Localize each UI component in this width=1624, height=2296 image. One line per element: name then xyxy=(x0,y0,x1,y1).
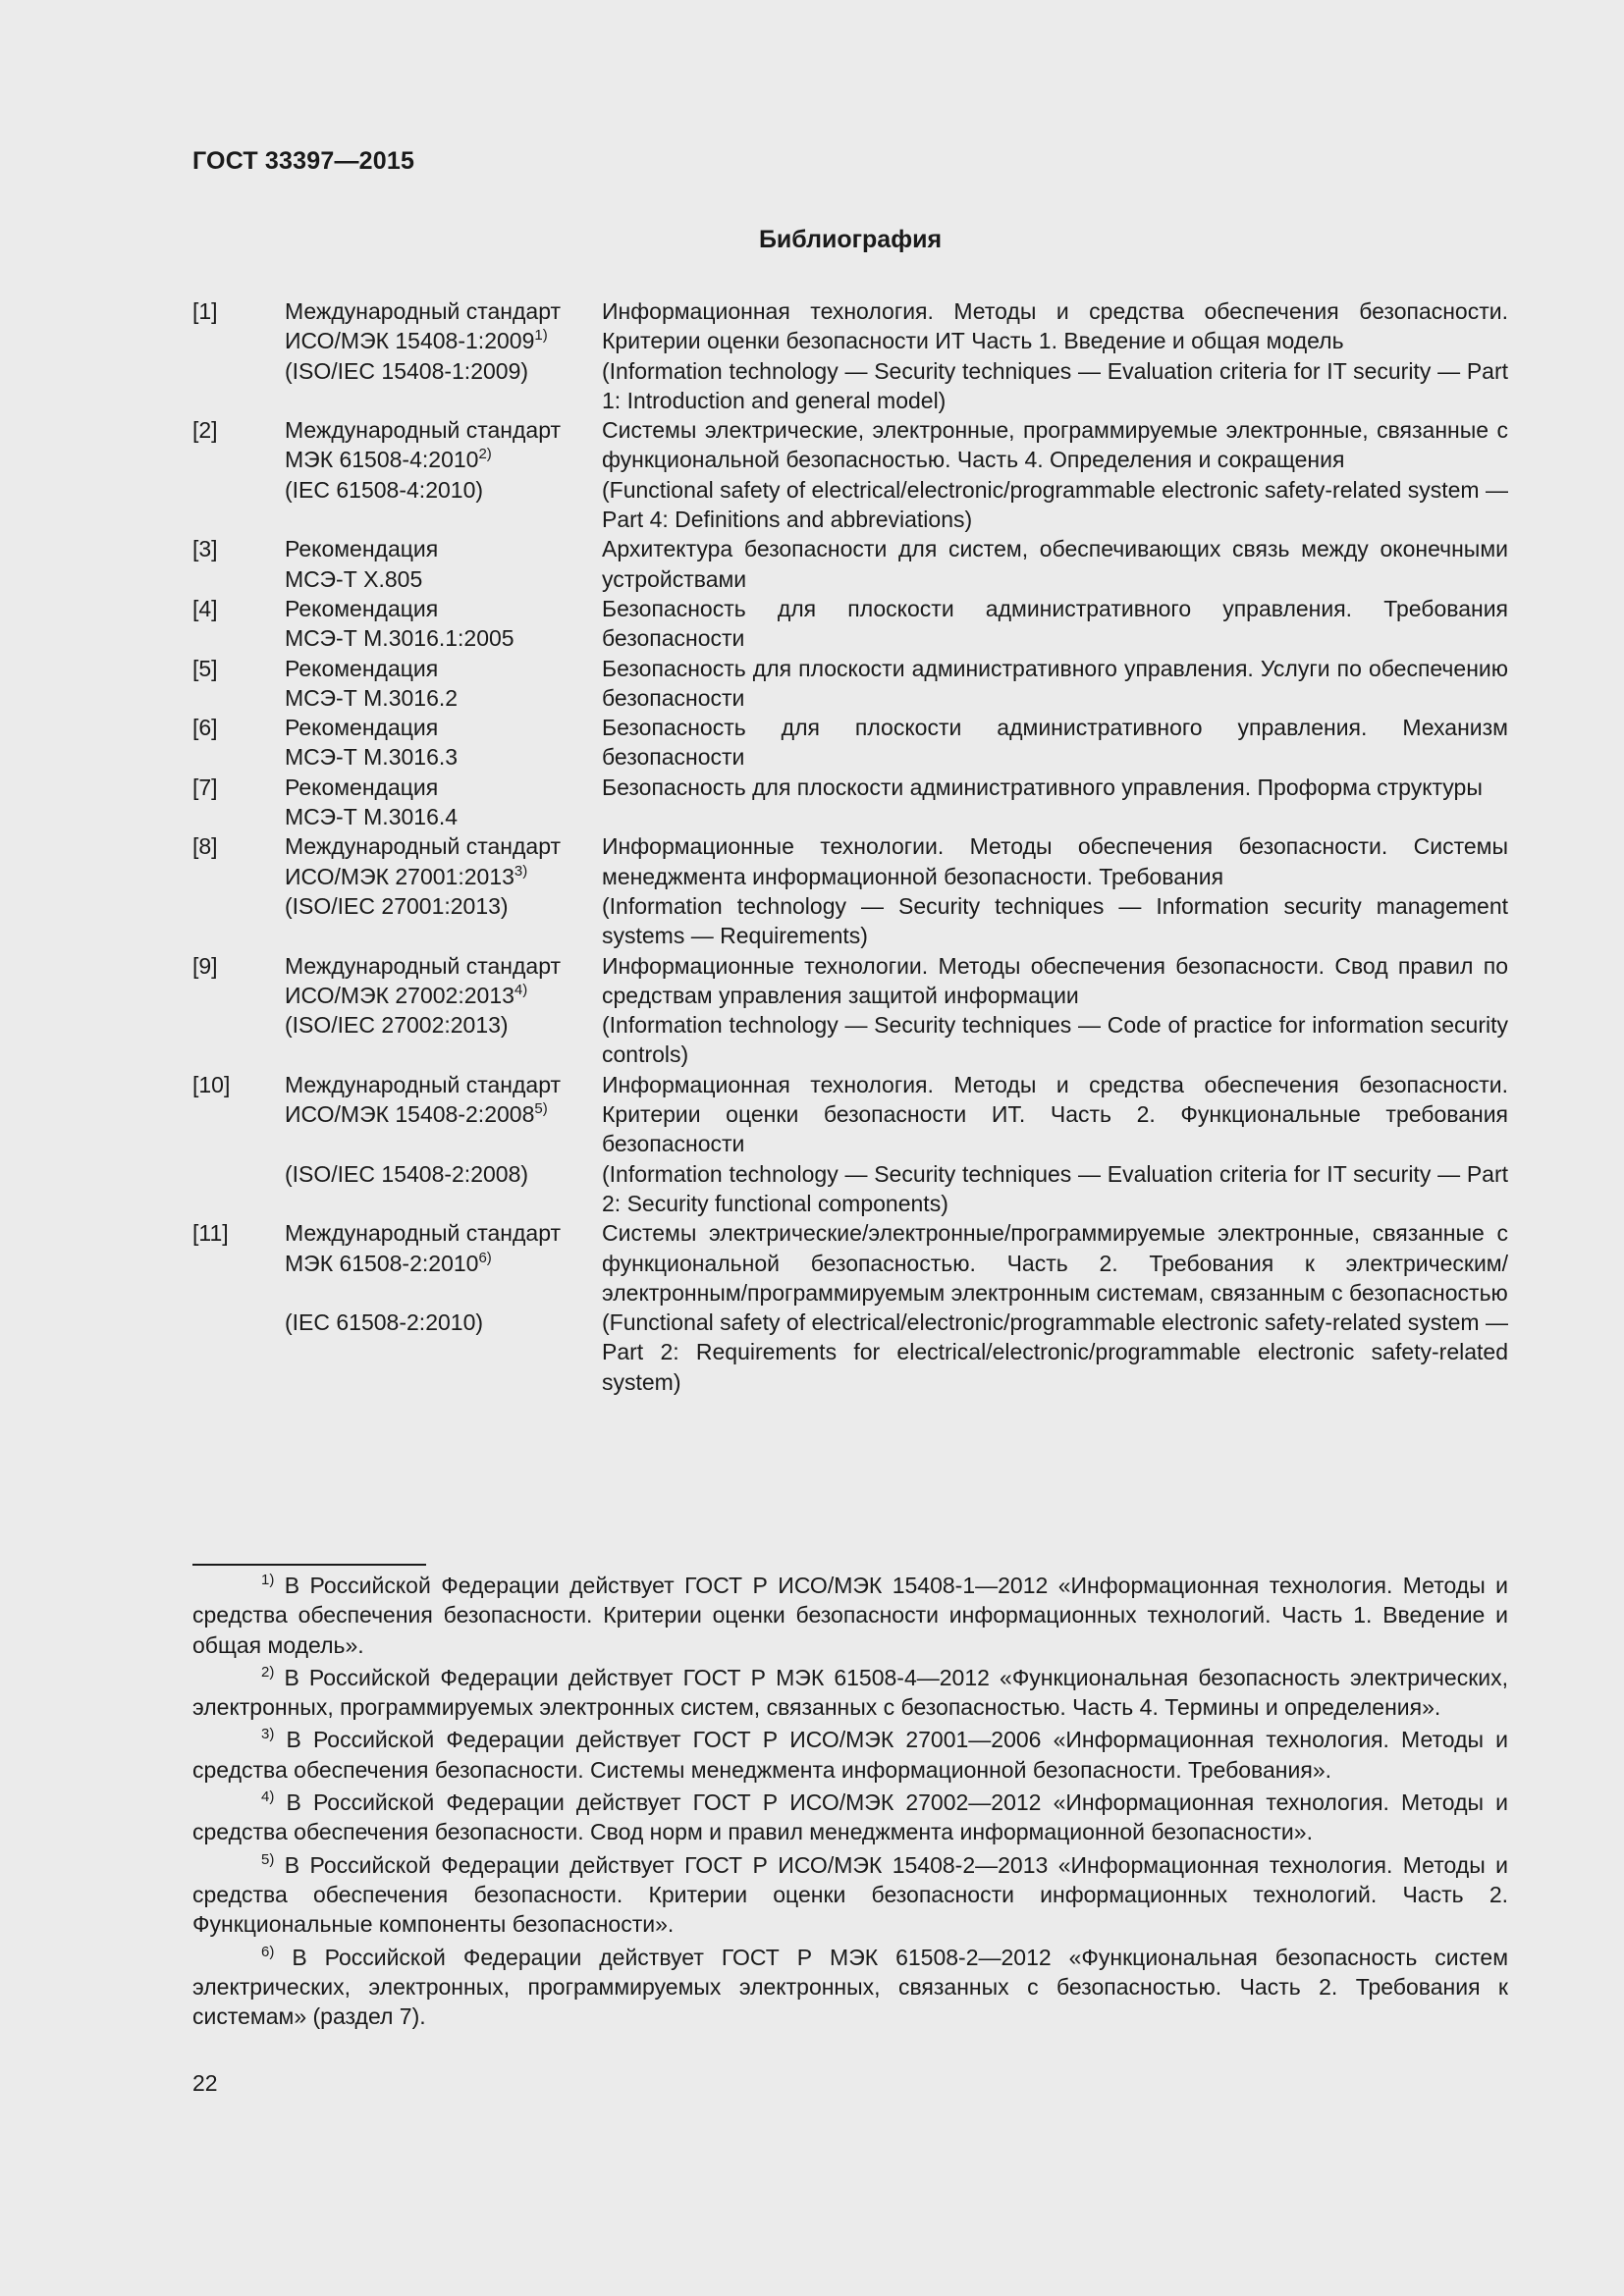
entry-block xyxy=(285,654,1508,714)
footnote xyxy=(192,1663,1508,1723)
source-line xyxy=(285,1099,602,1129)
footnote-marker: 4) xyxy=(514,981,528,998)
entry-block xyxy=(285,951,1508,1070)
footnote-mark: 2) xyxy=(261,1663,275,1681)
entry-number: [4] xyxy=(192,595,218,621)
standard-header: ГОСТ 33397—2015 xyxy=(192,147,415,175)
entry-number: [7] xyxy=(192,774,218,800)
description-text: Безопасность для плоскости административного управления. Требования безопасности xyxy=(602,595,1508,652)
entry-source xyxy=(285,1159,602,1219)
source-text: МСЭ-Т М.3016.2 xyxy=(285,684,459,711)
source-text: (IEC 61508-2:2010) xyxy=(285,1309,484,1336)
source-line xyxy=(285,475,602,505)
bibliography-entry xyxy=(192,951,1508,1070)
source-line xyxy=(285,1010,602,1040)
page-number: 22 xyxy=(192,2070,218,2096)
source-line xyxy=(285,683,602,713)
description-text: (Information technology — Security techniques — Code of practice for information security controls) xyxy=(602,1012,1508,1068)
entry-source xyxy=(285,1218,602,1308)
bibliography-entry xyxy=(192,773,1508,832)
entry-block xyxy=(285,831,1508,950)
page-title xyxy=(0,226,1624,254)
entry-description xyxy=(602,654,1508,714)
footnote-text: В Российской Федерации действует ГОСТ Р МЭК 61508-2—2012 «Функциональная безопасность систем электрических, электронных, программируемых электронных, связанных с безопасностью. Часть 2. Требования к системам» (раздел 7). xyxy=(192,1944,1509,2030)
source-text: ИСО/МЭК 27002:2013 xyxy=(285,982,514,1008)
bibliography-entry xyxy=(192,831,1508,950)
bibliography-entry xyxy=(192,654,1508,714)
entry-body xyxy=(285,773,1508,832)
source-line xyxy=(285,773,602,802)
description-text: (Functional safety of electrical/electronic/programmable electronic safety-related system — Part 2: Requirements for electrical/electronic/programmable electronic safety-related system) xyxy=(602,1309,1508,1395)
entry-description xyxy=(602,1308,1508,1397)
entry-description xyxy=(602,1070,1508,1159)
source-line xyxy=(285,623,602,653)
entry-description xyxy=(602,713,1508,773)
description-text: Безопасность для плоскости административного управления. Услуги по обеспечению безопасности xyxy=(602,655,1508,711)
source-text: МСЭ-Т М.3016.4 xyxy=(285,804,459,830)
entry-block xyxy=(285,1308,1508,1397)
description-text: (Functional safety of electrical/electronic/programmable electronic safety-related system — Part 4: Definitions and abbreviations) xyxy=(602,476,1508,533)
source-text: Международный стандарт xyxy=(285,417,562,444)
source-text: (IEC 61508-4:2010) xyxy=(285,476,484,503)
source-line xyxy=(285,1308,602,1337)
footnote-marker: 3) xyxy=(514,862,528,880)
entry-block xyxy=(285,713,1508,773)
bibliography-entry xyxy=(192,1218,1508,1397)
footnotes xyxy=(192,1571,1508,2034)
source-text: Рекомендация xyxy=(285,536,439,562)
entry-description xyxy=(602,296,1508,415)
source-line xyxy=(285,981,602,1010)
entry-body xyxy=(285,654,1508,714)
source-text: Рекомендация xyxy=(285,715,439,741)
source-text: (ISO/IEC 27001:2013) xyxy=(285,892,509,919)
entry-block xyxy=(285,594,1508,654)
source-line xyxy=(285,534,602,563)
footnote-marker: 2) xyxy=(478,446,492,463)
source-line xyxy=(285,742,602,772)
footnote-marker: 1) xyxy=(534,327,548,345)
source-line xyxy=(285,713,602,742)
description-text: Безопасность для плоскости административного управления. Механизм безопасности xyxy=(602,715,1508,771)
footnote-marker: 5) xyxy=(534,1100,548,1118)
footnote xyxy=(192,1943,1508,2032)
source-line xyxy=(285,1159,602,1189)
source-text: МСЭ-Т X.805 xyxy=(285,565,423,592)
source-text: МСЭ-Т М.3016.1:2005 xyxy=(285,625,514,652)
footnote-mark: 1) xyxy=(261,1572,275,1588)
footnote xyxy=(192,1850,1508,1940)
source-line xyxy=(285,891,602,921)
entry-description xyxy=(602,951,1508,1070)
entry-block xyxy=(285,1070,1508,1159)
entry-description xyxy=(602,773,1508,832)
entry-source xyxy=(285,594,602,654)
entry-block xyxy=(285,534,1508,594)
entry-description xyxy=(602,534,1508,594)
footnote-divider xyxy=(192,1564,426,1566)
footnote-mark: 6) xyxy=(261,1943,275,1960)
source-text: МСЭ-Т М.3016.3 xyxy=(285,744,459,771)
source-text: (ISO/IEC 27002:2013) xyxy=(285,1012,509,1039)
entry-body xyxy=(285,296,1508,415)
bibliography-entry xyxy=(192,296,1508,415)
footnote-mark: 4) xyxy=(261,1789,275,1806)
footnote-text: В Российской Федерации действует ГОСТ Р ИСО/МЭК 27002—2012 «Информационная технология. Методы и средства обеспечения безопасности. Свод норм и правил менеджмента информационной безопасности». xyxy=(192,1789,1508,1845)
source-line xyxy=(285,326,602,355)
entry-number: [2] xyxy=(192,417,218,444)
entry-block xyxy=(285,773,1508,832)
entry-body xyxy=(285,415,1508,534)
footnote xyxy=(192,1571,1508,1660)
entry-description xyxy=(602,831,1508,950)
entry-description xyxy=(602,1159,1508,1219)
entry-body xyxy=(285,534,1508,594)
description-text: Информационные технологии. Методы обеспечения безопасности. Системы менеджмента информационной безопасности. Требования xyxy=(602,833,1508,889)
source-line xyxy=(285,445,602,474)
entry-body xyxy=(285,1070,1508,1218)
entry-number: [9] xyxy=(192,952,218,979)
entry-source xyxy=(285,951,602,1070)
entry-number: [6] xyxy=(192,715,218,741)
description-text: Информационные технологии. Методы обеспечения безопасности. Свод правил по средствам управления защитой информации xyxy=(602,952,1508,1008)
entry-body xyxy=(285,594,1508,654)
entry-block xyxy=(285,1218,1508,1308)
description-text: Информационная технология. Методы и средства обеспечения безопасности. Критерии оценки безопасности ИТ. Часть 2. Функциональные требования безопасности xyxy=(602,1071,1508,1157)
source-line xyxy=(285,802,602,831)
source-line xyxy=(285,356,602,386)
source-line xyxy=(285,296,602,326)
entry-description xyxy=(602,594,1508,654)
source-text: Рекомендация xyxy=(285,655,439,681)
description-text: Информационная технология. Методы и средства обеспечения безопасности. Критерии оценки безопасности ИТ Часть 1. Введение и общая модель xyxy=(602,298,1508,354)
source-text: ИСО/МЭК 27001:2013 xyxy=(285,863,514,889)
entry-block xyxy=(285,1159,1508,1219)
source-text: (ISO/IEC 15408-2:2008) xyxy=(285,1160,529,1187)
footnote-mark: 5) xyxy=(261,1850,275,1868)
entry-source xyxy=(285,831,602,950)
entry-description xyxy=(602,415,1508,534)
bibliography-entry xyxy=(192,1070,1508,1218)
source-text: ИСО/МЭК 15408-2:2008 xyxy=(285,1101,535,1128)
entry-body xyxy=(285,951,1508,1070)
bibliography-entry xyxy=(192,534,1508,594)
bibliography-list xyxy=(192,296,1508,1397)
bibliography-entry xyxy=(192,713,1508,773)
footnote-marker: 6) xyxy=(478,1249,492,1266)
source-line xyxy=(285,1070,602,1099)
entry-source xyxy=(285,1308,602,1397)
entry-number: [3] xyxy=(192,536,218,562)
source-line xyxy=(285,831,602,861)
footnote-text: В Российской Федерации действует ГОСТ Р МЭК 61508-4—2012 «Функциональная безопасность электрических, электронных, программируемых электронных систем, связанных с безопасностью. Часть 4. Термины и определения». xyxy=(192,1664,1509,1721)
entry-body xyxy=(285,831,1508,950)
bibliography-entry xyxy=(192,415,1508,534)
source-text: МЭК 61508-2:2010 xyxy=(285,1250,479,1276)
source-text: Рекомендация xyxy=(285,774,439,800)
source-text: (ISO/IEC 15408-1:2009) xyxy=(285,357,529,384)
description-text: Архитектура безопасности для систем, обеспечивающих связь между оконечными устройствами xyxy=(602,536,1508,592)
footnote-mark: 3) xyxy=(261,1726,275,1743)
section-title: Библиография xyxy=(758,226,943,253)
description-text: Системы электрические, электронные, программируемые электронные, связанные с функциональной безопасностью. Часть 4. Определения и сокращения xyxy=(602,417,1508,473)
source-text: Международный стандарт xyxy=(285,298,562,324)
source-line xyxy=(285,415,602,445)
source-text: Международный стандарт xyxy=(285,833,562,860)
entry-source xyxy=(285,773,602,832)
entry-source xyxy=(285,534,602,594)
bibliography-entry xyxy=(192,594,1508,654)
footnote-text: В Российской Федерации действует ГОСТ Р ИСО/МЭК 15408-1—2012 «Информационная технология. Методы и средства обеспечения безопасности. Критерии оценки безопасности информационных технологий. Часть 1. Введение и общая модель». xyxy=(192,1573,1508,1658)
entry-block xyxy=(285,296,1508,415)
entry-number: [11] xyxy=(192,1220,229,1247)
description-text: (Information technology — Security techniques — Evaluation criteria for IT security — Part 2: Security functional components) xyxy=(602,1160,1508,1216)
entry-number: [5] xyxy=(192,655,218,681)
source-text: ИСО/МЭК 15408-1:2009 xyxy=(285,328,535,354)
source-line xyxy=(285,1249,602,1278)
footnote-text: В Российской Федерации действует ГОСТ Р ИСО/МЭК 15408-2—2013 «Информационная технология. Методы и средства обеспечения безопасности. Критерии оценки безопасности информационных технологий. Часть 2. Функциональные компоненты безопасности». xyxy=(192,1851,1508,1938)
source-line xyxy=(285,951,602,981)
entry-body xyxy=(285,1218,1508,1397)
entry-source xyxy=(285,713,602,773)
entry-source xyxy=(285,296,602,415)
source-text: Рекомендация xyxy=(285,595,439,621)
source-text: Международный стандарт xyxy=(285,1071,562,1097)
description-text: Системы электрические/электронные/программируемые электронные, связанные с функциональной безопасностью. Часть 2. Требования к электрическим/ электронным/программируемым электронным системам, связанным с безопасностью xyxy=(602,1220,1508,1306)
entry-block xyxy=(285,415,1508,534)
source-text: Международный стандарт xyxy=(285,952,562,979)
footnote-text: В Российской Федерации действует ГОСТ Р ИСО/МЭК 27001—2006 «Информационная технология. Методы и средства обеспечения безопасности. Системы менеджмента информационной безопасности. Требования». xyxy=(192,1727,1508,1783)
entry-description xyxy=(602,1218,1508,1308)
source-line xyxy=(285,654,602,683)
footnote xyxy=(192,1788,1508,1847)
footnote xyxy=(192,1725,1508,1785)
source-line xyxy=(285,564,602,594)
source-line xyxy=(285,594,602,623)
source-line xyxy=(285,1218,602,1248)
entry-source xyxy=(285,1070,602,1159)
entry-source xyxy=(285,654,602,714)
entry-number: [1] xyxy=(192,298,218,324)
description-text: Безопасность для плоскости административного управления. Проформа структуры xyxy=(602,774,1483,800)
entry-source xyxy=(285,415,602,534)
source-line xyxy=(285,862,602,891)
entry-number: [8] xyxy=(192,833,218,860)
entry-number: [10] xyxy=(192,1071,231,1097)
source-text: МЭК 61508-4:2010 xyxy=(285,447,479,473)
description-text: (Information technology — Security techniques — Information security management systems — Requirements) xyxy=(602,892,1508,949)
entry-body xyxy=(285,713,1508,773)
source-text: Международный стандарт xyxy=(285,1220,562,1247)
description-text: (Information technology — Security techniques — Evaluation criteria for IT security — Part 1: Introduction and general model) xyxy=(602,357,1508,413)
